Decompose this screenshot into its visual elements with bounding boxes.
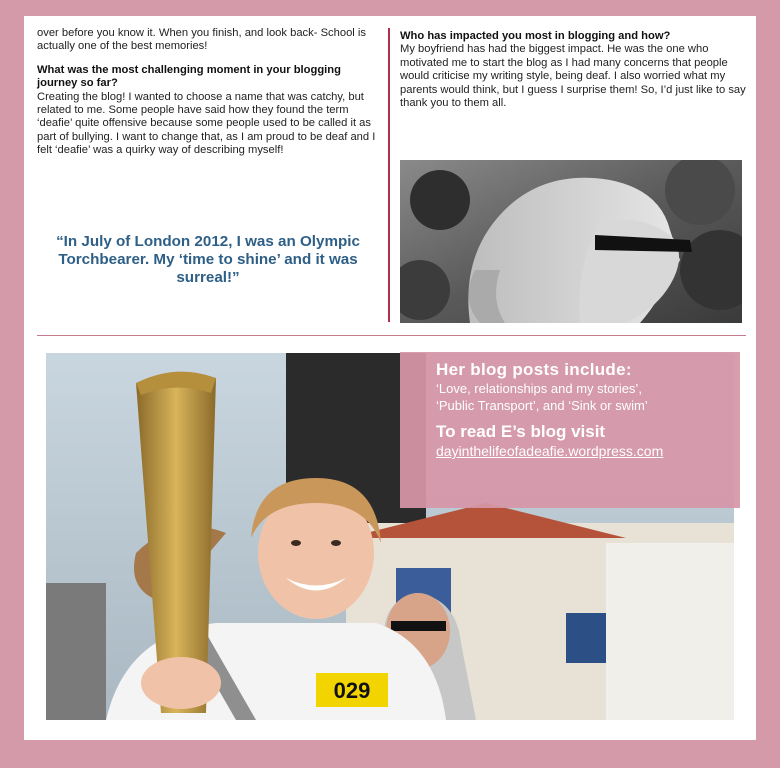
question-challenging: What was the most challenging moment in your blogging journey so far?: [37, 63, 341, 90]
pull-quote: “In July of London 2012, I was an Olympic Torchbearer. My ‘time to shine’ and it was surreal!”: [56, 233, 360, 286]
section-divider: [37, 335, 746, 336]
column-divider: [388, 28, 390, 322]
blog-info-box: [400, 352, 740, 508]
bib-number: 029: [333, 678, 371, 703]
intro-paragraph: over before you know it. When you finish, and look back- School is actually one of the best memories!: [37, 27, 366, 53]
blog-posts-line-2: ‘Public Transport’, and ‘Sink or swim’: [436, 398, 648, 413]
blog-posts-line-1: ‘Love, relationships and my stories’,: [436, 381, 642, 396]
blog-posts-heading: Her blog posts include:: [436, 360, 632, 379]
profile-photo: [400, 160, 742, 323]
left-column: [37, 27, 379, 158]
blog-visit-heading: To read E’s blog visit: [436, 422, 606, 441]
magazine-page: [24, 16, 756, 740]
answer-impact: My boyfriend has had the biggest impact. He was the one who motivated me to start the blog as I had many concerns that people would criticise my writing style, being deaf. I also worried what my parents would think, but I guess I surprise them! So, I’d just like to say thank you to them all.: [400, 43, 746, 110]
blog-link[interactable]: dayinthelifeofadeafie.wordpress.com: [436, 443, 664, 459]
right-column: [400, 30, 746, 110]
question-impact: Who has impacted you most in blogging and how?: [400, 30, 671, 42]
answer-challenging: Creating the blog! I wanted to choose a name that was catchy, but related to me. Some people have said how they found the term ‘deafie’ quite offensive because some people used to be called it as part of bullying. I want to change that, as I am proud to be deaf and I felt ‘deafie’ was a quirky way of describing myself!: [37, 90, 376, 157]
